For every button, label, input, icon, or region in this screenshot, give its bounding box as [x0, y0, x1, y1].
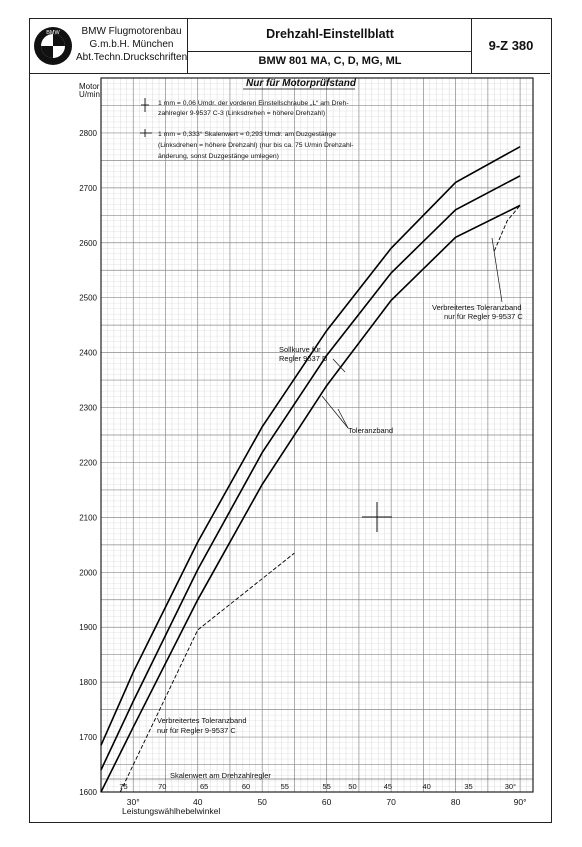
y-tick-label: 1900 [79, 623, 97, 633]
x-tick-label: 90° [513, 797, 527, 807]
document-code: 9-Z 380 [488, 38, 534, 53]
note-1 [141, 98, 349, 117]
widened-top-label-1: Verbreitertes Toleranzband [432, 303, 522, 312]
y-axis-label-2: U/min [79, 90, 100, 99]
x-tick-label: 60 [321, 797, 332, 807]
x-tick-label: 30° [126, 797, 140, 807]
secondary-tick-label: 40 [422, 782, 431, 791]
toleranzband-label: Toleranzband [348, 426, 394, 435]
curve-sollkurve [101, 176, 520, 770]
secondary-tick-label: 55 [322, 782, 331, 791]
chart-title: Nur für Motorprüfstand [246, 78, 356, 89]
company-line-3: Abt.Techn.Druckschriften [76, 52, 188, 63]
secondary-axis-label: Skalenwert am Drehzahlregler [170, 771, 271, 780]
secondary-tick-label: 65 [199, 782, 209, 791]
secondary-tick-label: 30° [504, 782, 517, 791]
note-2 [140, 129, 354, 160]
secondary-tick-label: 50 [348, 782, 357, 791]
x-tick-label: 80 [450, 797, 461, 807]
y-axis-label-1: Motor [79, 82, 100, 91]
company-line-2: G.m.b.H. München [89, 39, 174, 50]
widened-bottom-label-2: nur für Regler 9-9537 C [157, 726, 236, 735]
secondary-tick-label: 60 [241, 782, 251, 791]
widened-bottom-label-1: Verbreitertes Toleranzband [157, 716, 247, 725]
company-line-1: BMW Flugmotorenbau [81, 26, 182, 37]
y-tick-label: 2100 [79, 513, 97, 523]
y-tick-label: 2700 [79, 183, 97, 193]
y-tick-label: 2400 [79, 348, 97, 358]
y-tick-label: 2200 [79, 458, 97, 468]
secondary-tick-label: 35 [464, 782, 473, 791]
logo-lettering: BMW [46, 30, 60, 36]
y-tick-label: 1700 [79, 733, 97, 743]
widened-top-label-2: nur für Regler 9-9537 C [444, 312, 523, 321]
secondary-tick-label: 45 [383, 782, 393, 791]
y-tick-label: 2300 [79, 403, 97, 413]
sollkurve-label-2: Regler 9537 D [279, 354, 328, 363]
sollkurve-label-1: Sollkurve für [279, 345, 321, 354]
x-tick-label: 50 [257, 797, 267, 807]
note-2-line-1: 1 mm = 0,333° Skalenwert = 0,293 Umdr. am Duzgestänge [158, 131, 337, 138]
y-tick-label: 2600 [79, 238, 97, 248]
y-tick-label: 2800 [79, 128, 97, 138]
toleranzband-leader-1 [322, 396, 348, 428]
secondary-tick-label: 75 [119, 782, 128, 791]
secondary-tick-label: 55 [280, 782, 289, 791]
document-subtitle: BMW 801 MA, C, D, MG, ML [188, 51, 472, 67]
y-tick-label: 1600 [79, 788, 97, 797]
note-1-line-1: 1 mm = 0,06 Umdr. der vorderen Einstellschraube „L“ am Dreh- [158, 100, 349, 107]
major-grid [101, 78, 533, 792]
x-axis-label: Leistungswählhebelwinkel [122, 806, 221, 816]
y-tick-labels [79, 129, 97, 797]
x-tick-label: 70 [386, 797, 396, 807]
document-title: Drehzahl-Einstellblatt [266, 27, 394, 41]
annotation-sollkurve [279, 345, 345, 372]
y-tick-label: 2500 [79, 293, 97, 303]
annotation-toleranzband [322, 396, 393, 435]
note-1-line-2: zahlregler 9-9537 C-3 (Linksdrehen = höhere Drehzahl) [158, 110, 326, 117]
note-2-line-3: änderung, sonst Duzgestänge umlegen) [158, 153, 279, 160]
y-tick-label: 2000 [79, 568, 97, 578]
annotation-widened-top [432, 238, 523, 321]
secondary-tick-label: 70 [158, 782, 167, 791]
annotation-widened-bottom [157, 716, 247, 735]
y-tick-label: 1800 [79, 678, 97, 688]
x-tick-label: 40 [192, 797, 203, 807]
curves [101, 147, 520, 792]
note-2-line-2: (Linksdrehen = höhere Drehzahl) (nur bis ca. 75 U/min Drehzahl- [158, 142, 354, 149]
